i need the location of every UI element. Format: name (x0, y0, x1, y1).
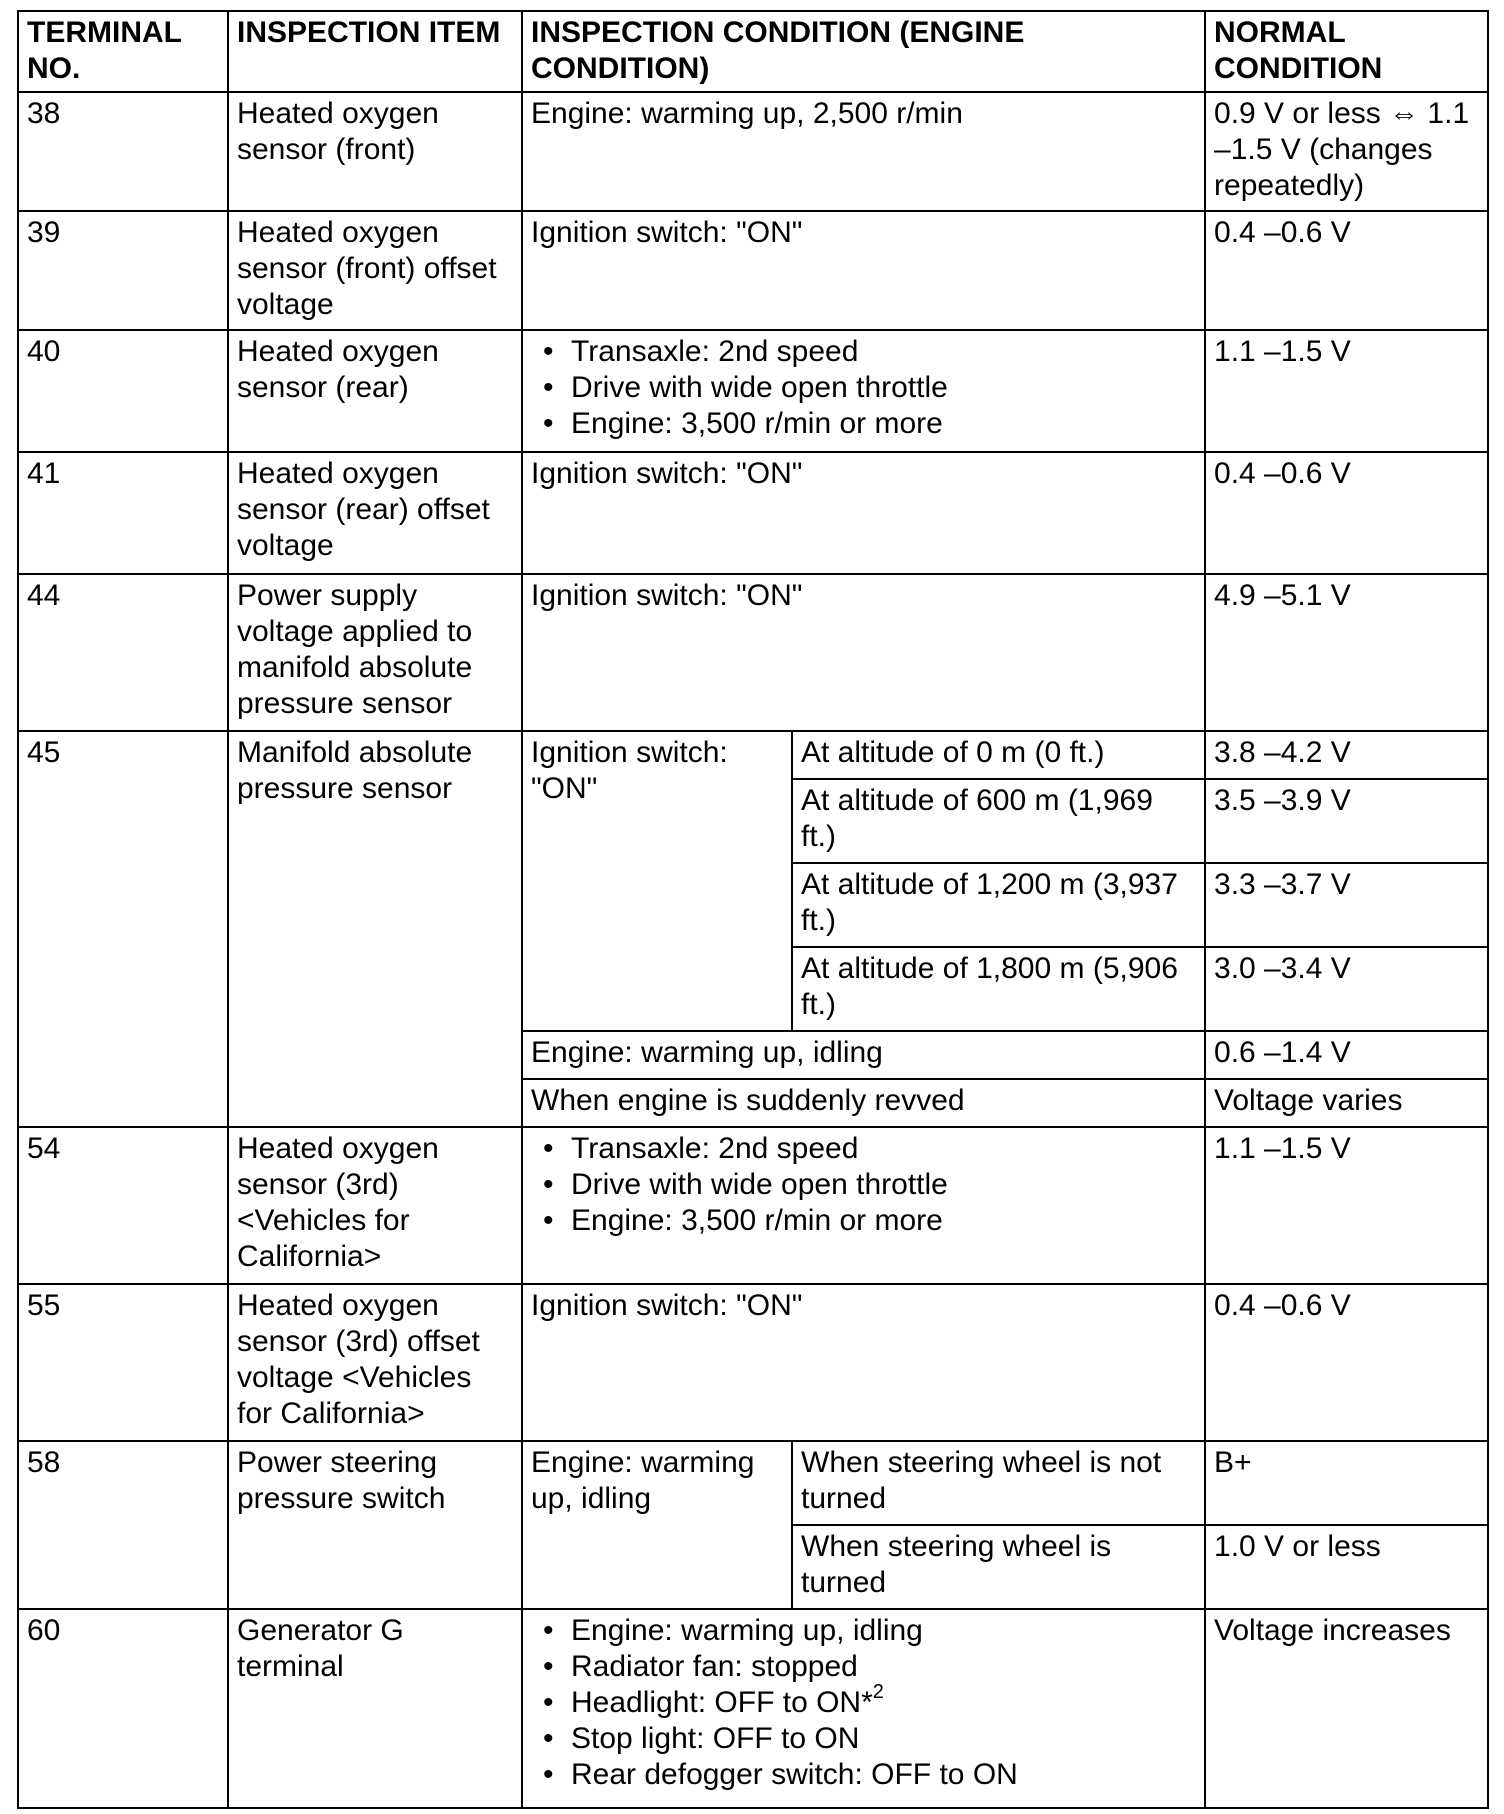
header-inspection-item: INSPECTION ITEM (228, 11, 522, 92)
normal-condition: 0.4 –0.6 V (1205, 1284, 1488, 1441)
condition-item: • Drive with wide open throttle (531, 1167, 1196, 1203)
normal-condition: 3.3 –3.7 V (1205, 863, 1488, 947)
normal-condition: 0.6 –1.4 V (1205, 1031, 1488, 1079)
inspection-condition (522, 330, 1205, 452)
inspection-condition: Ignition switch: "ON" (522, 211, 1205, 330)
table-row (18, 330, 1488, 452)
table-row (18, 452, 1488, 574)
inspection-condition: Engine: warming up, idling (522, 1441, 792, 1609)
condition-text: Headlight: OFF to ON* (571, 1686, 873, 1719)
terminal-no: 58 (18, 1441, 228, 1609)
inspection-condition: Engine: warming up, 2,500 r/min (522, 92, 1205, 211)
table-row (18, 731, 1488, 779)
table-row (18, 1127, 1488, 1284)
sub-condition: When steering wheel is not turned (792, 1441, 1205, 1525)
sub-condition: When steering wheel is turned (792, 1525, 1205, 1609)
inspection-item: Heated oxygen sensor (3rd) <Vehicles for California> (228, 1127, 522, 1284)
condition-item: • Rear defogger switch: OFF to ON (531, 1757, 1196, 1793)
footnote-marker: 2 (872, 1681, 884, 1703)
condition-list (531, 334, 1196, 442)
terminal-no: 39 (18, 211, 228, 330)
inspection-condition (522, 1127, 1205, 1284)
table-row (18, 1609, 1488, 1808)
normal-condition: 1.1 –1.5 V (1205, 330, 1488, 452)
normal-condition: 1.1 –1.5 V (1205, 1127, 1488, 1284)
inspection-item: Heated oxygen sensor (front) (228, 92, 522, 211)
condition-item: • Engine: 3,500 r/min or more (531, 406, 1196, 442)
normal-condition: Voltage varies (1205, 1079, 1488, 1127)
terminal-no: 60 (18, 1609, 228, 1808)
inspection-item: Heated oxygen sensor (3rd) offset voltage <Vehicles for California> (228, 1284, 522, 1441)
terminal-no: 38 (18, 92, 228, 211)
sub-condition: At altitude of 1,200 m (3,937 ft.) (792, 863, 1205, 947)
table-row (18, 211, 1488, 330)
inspection-condition: Engine: warming up, idling (522, 1031, 1205, 1079)
inspection-condition: When engine is suddenly revved (522, 1079, 1205, 1127)
inspection-condition: Ignition switch: "ON" (522, 731, 792, 1031)
inspection-item: Heated oxygen sensor (rear) offset voltage (228, 452, 522, 574)
inspection-condition: Ignition switch: "ON" (522, 1284, 1205, 1441)
inspection-item: Power supply voltage applied to manifold absolute pressure sensor (228, 574, 522, 731)
terminal-no: 45 (18, 731, 228, 1127)
condition-item: • Radiator fan: stopped (531, 1649, 1196, 1685)
normal-condition: 0.4 –0.6 V (1205, 211, 1488, 330)
condition-list (531, 1131, 1196, 1239)
normal-condition: 0.9 V or less ⇔ 1.1 –1.5 V (changes repeatedly) (1205, 92, 1488, 211)
table-row (18, 574, 1488, 731)
normal-condition: 4.9 –5.1 V (1205, 574, 1488, 731)
terminal-no: 41 (18, 452, 228, 574)
normal-condition: 3.0 –3.4 V (1205, 947, 1488, 1031)
sub-condition: At altitude of 0 m (0 ft.) (792, 731, 1205, 779)
normal-condition: 0.4 –0.6 V (1205, 452, 1488, 574)
terminal-no: 54 (18, 1127, 228, 1284)
table-row (18, 1284, 1488, 1441)
header-terminal-no: TERMINAL NO. (18, 11, 228, 92)
table-row (18, 1441, 1488, 1525)
terminal-no: 44 (18, 574, 228, 731)
normal-condition: 3.5 –3.9 V (1205, 779, 1488, 863)
condition-item: • Engine: 3,500 r/min or more (531, 1203, 1196, 1239)
condition-item: • Engine: warming up, idling (531, 1613, 1196, 1649)
sub-condition: At altitude of 1,800 m (5,906 ft.) (792, 947, 1205, 1031)
inspection-item: Heated oxygen sensor (rear) (228, 330, 522, 452)
header-inspection-condition: INSPECTION CONDITION (ENGINE CONDITION) (522, 11, 1205, 92)
condition-item: • Stop light: OFF to ON (531, 1721, 1196, 1757)
inspection-condition (522, 1609, 1205, 1808)
inspection-condition: Ignition switch: "ON" (522, 574, 1205, 731)
condition-item: • Transaxle: 2nd speed (531, 334, 1196, 370)
condition-item (531, 1681, 1196, 1721)
inspection-table (17, 10, 1489, 1809)
sub-condition: At altitude of 600 m (1,969 ft.) (792, 779, 1205, 863)
normal-condition: Voltage increases (1205, 1609, 1488, 1808)
inspection-item: Manifold absolute pressure sensor (228, 731, 522, 1127)
condition-list (531, 1613, 1196, 1793)
inspection-item: Heated oxygen sensor (front) offset voltage (228, 211, 522, 330)
inspection-condition: Ignition switch: "ON" (522, 452, 1205, 574)
inspection-item: Generator G terminal (228, 1609, 522, 1808)
condition-item: • Transaxle: 2nd speed (531, 1131, 1196, 1167)
header-normal-condition: NORMAL CONDITION (1205, 11, 1488, 92)
normal-condition: 1.0 V or less (1205, 1525, 1488, 1609)
terminal-no: 55 (18, 1284, 228, 1441)
normal-condition: B+ (1205, 1441, 1488, 1525)
header-row (18, 11, 1488, 92)
table-row (18, 92, 1488, 211)
inspection-item: Power steering pressure switch (228, 1441, 522, 1609)
terminal-no: 40 (18, 330, 228, 452)
condition-item: • Drive with wide open throttle (531, 370, 1196, 406)
normal-condition: 3.8 –4.2 V (1205, 731, 1488, 779)
